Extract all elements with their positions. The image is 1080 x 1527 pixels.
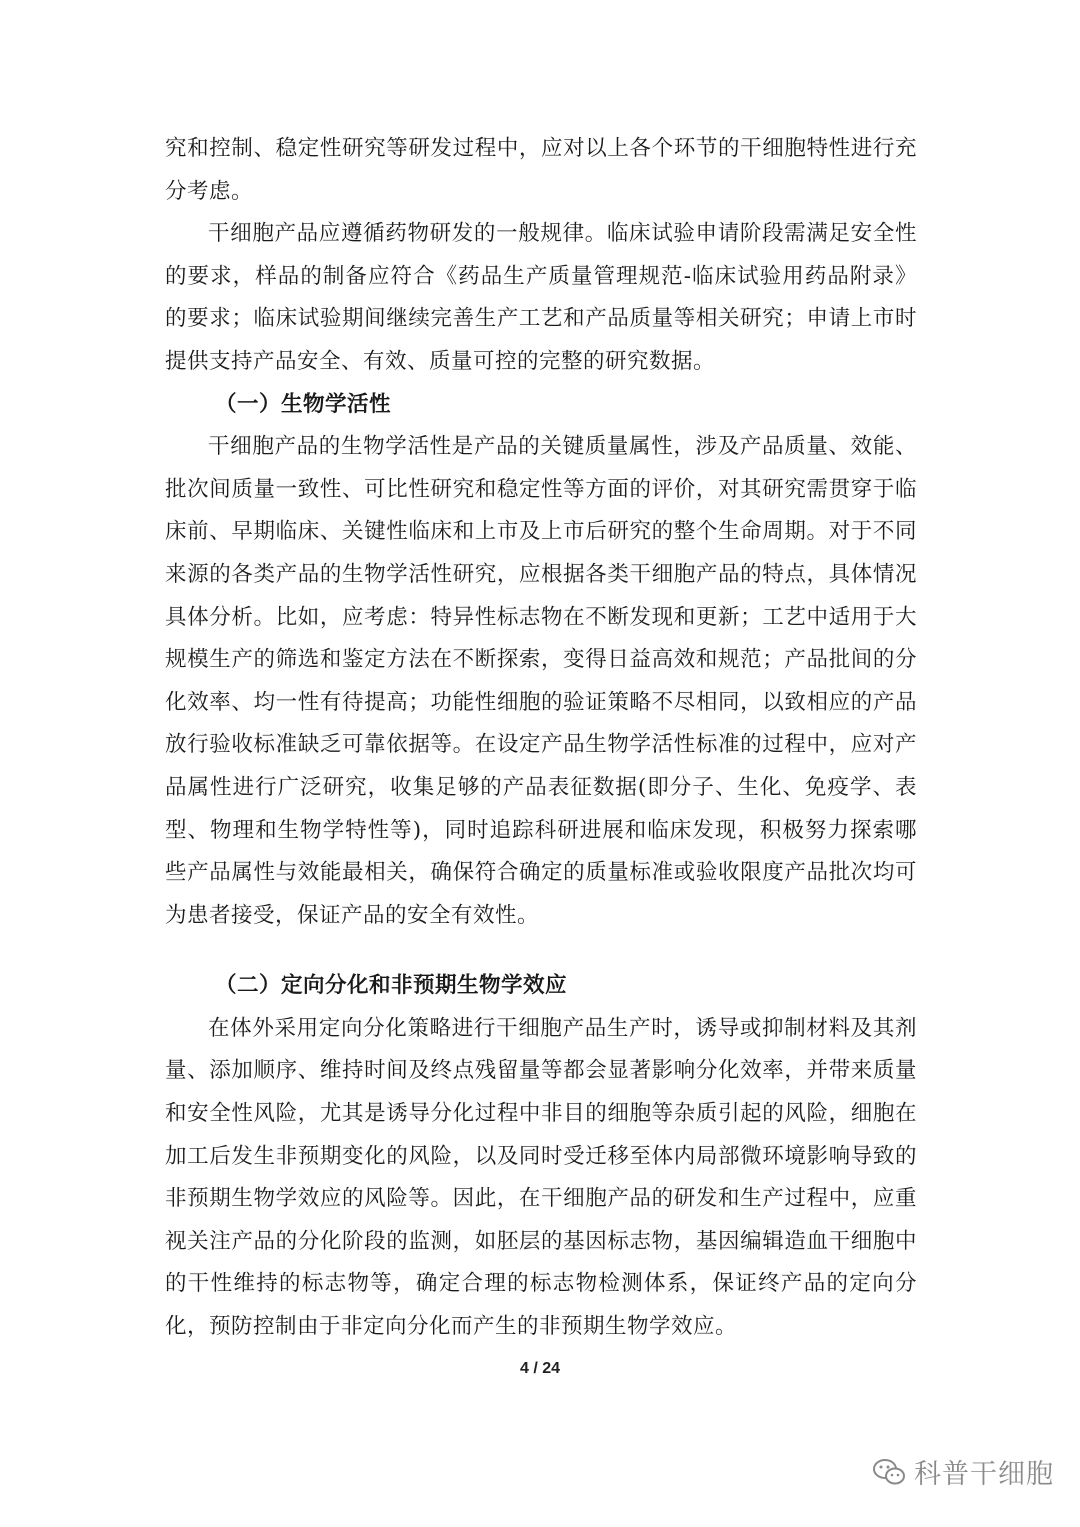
document-body (165, 128, 917, 1349)
watermark (872, 1452, 1054, 1491)
section-heading-directed-differentiation: （二）定向分化和非预期生物学效应 (215, 973, 568, 999)
wechat-icon (872, 1457, 906, 1487)
section-heading-biological-activity: （一）生物学活性 (215, 391, 392, 417)
paragraph-general-rules: 干细胞产品应遵循药物研发的一般规律。临床试验申请阶段需满足安全性的要求，样品的制备应符合《药品生产质量管理规范-临床试验用药品附录》的要求；临床试验期间继续完善生产工艺和产品质量等相关研究；申请上市时提供支持产品安全、有效、质量可控的完整的研究数据。 (165, 221, 917, 374)
paragraph-biological-activity: 干细胞产品的生物学活性是产品的关键质量属性，涉及产品质量、效能、批次间质量一致性、可比性研究和稳定性等方面的评价，对其研究需贯穿于临床前、早期临床、关键性临床和上市及上市后研究的整个生命周期。对于不同来源的各类产品的生物学活性研究，应根据各类干细胞产品的特点，具体情况具体分析。比如，应考虑：特异性标志物在不断发现和更新；工艺中适用于大规模生产的筛选和鉴定方法在不断探索，变得日益高效和规范；产品批间的分化效率、均一性有待提高；功能性细胞的验证策略不尽相同，以致相应的产品放行验收标准缺乏可靠依据等。在设定产品生物学活性标准的过程中，应对产品属性进行广泛研究，收集足够的产品表征数据(即分子、生化、免疫学、表型、物理和生物学特性等)，同时追踪科研进展和临床发现，积极努力探索哪些产品属性与效能最相关，确保符合确定的质量标准或验收限度产品批次均可为患者接受，保证产品的安全有效性。 (165, 434, 917, 928)
watermark-text: 科普干细胞 (914, 1459, 1054, 1490)
page-number: 4 / 24 (519, 1360, 561, 1377)
paragraph-continuation: 究和控制、稳定性研究等研发过程中，应对以上各个环节的干细胞特性进行充分考虑。 (165, 136, 917, 204)
paragraph-directed-differentiation: 在体外采用定向分化策略进行干细胞产品生产时，诱导或抑制材料及其剂量、添加顺序、维持时间及终点残留量等都会显著影响分化效率，并带来质量和安全性风险，尤其是诱导分化过程中非目的细胞等杂质引起的风险，细胞在加工后发生非预期变化的风险，以及同时受迁移至体内局部微环境影响导致的非预期生物学效应的风险等。因此，在干细胞产品的研发和生产过程中，应重视关注产品的分化阶段的监测，如胚层的基因标志物，基因编辑造血干细胞中的干性维持的标志物等，确定合理的标志物检测体系，保证终产品的定向分化，预防控制由于非定向分化而产生的非预期生物学效应。 (165, 1015, 917, 1340)
